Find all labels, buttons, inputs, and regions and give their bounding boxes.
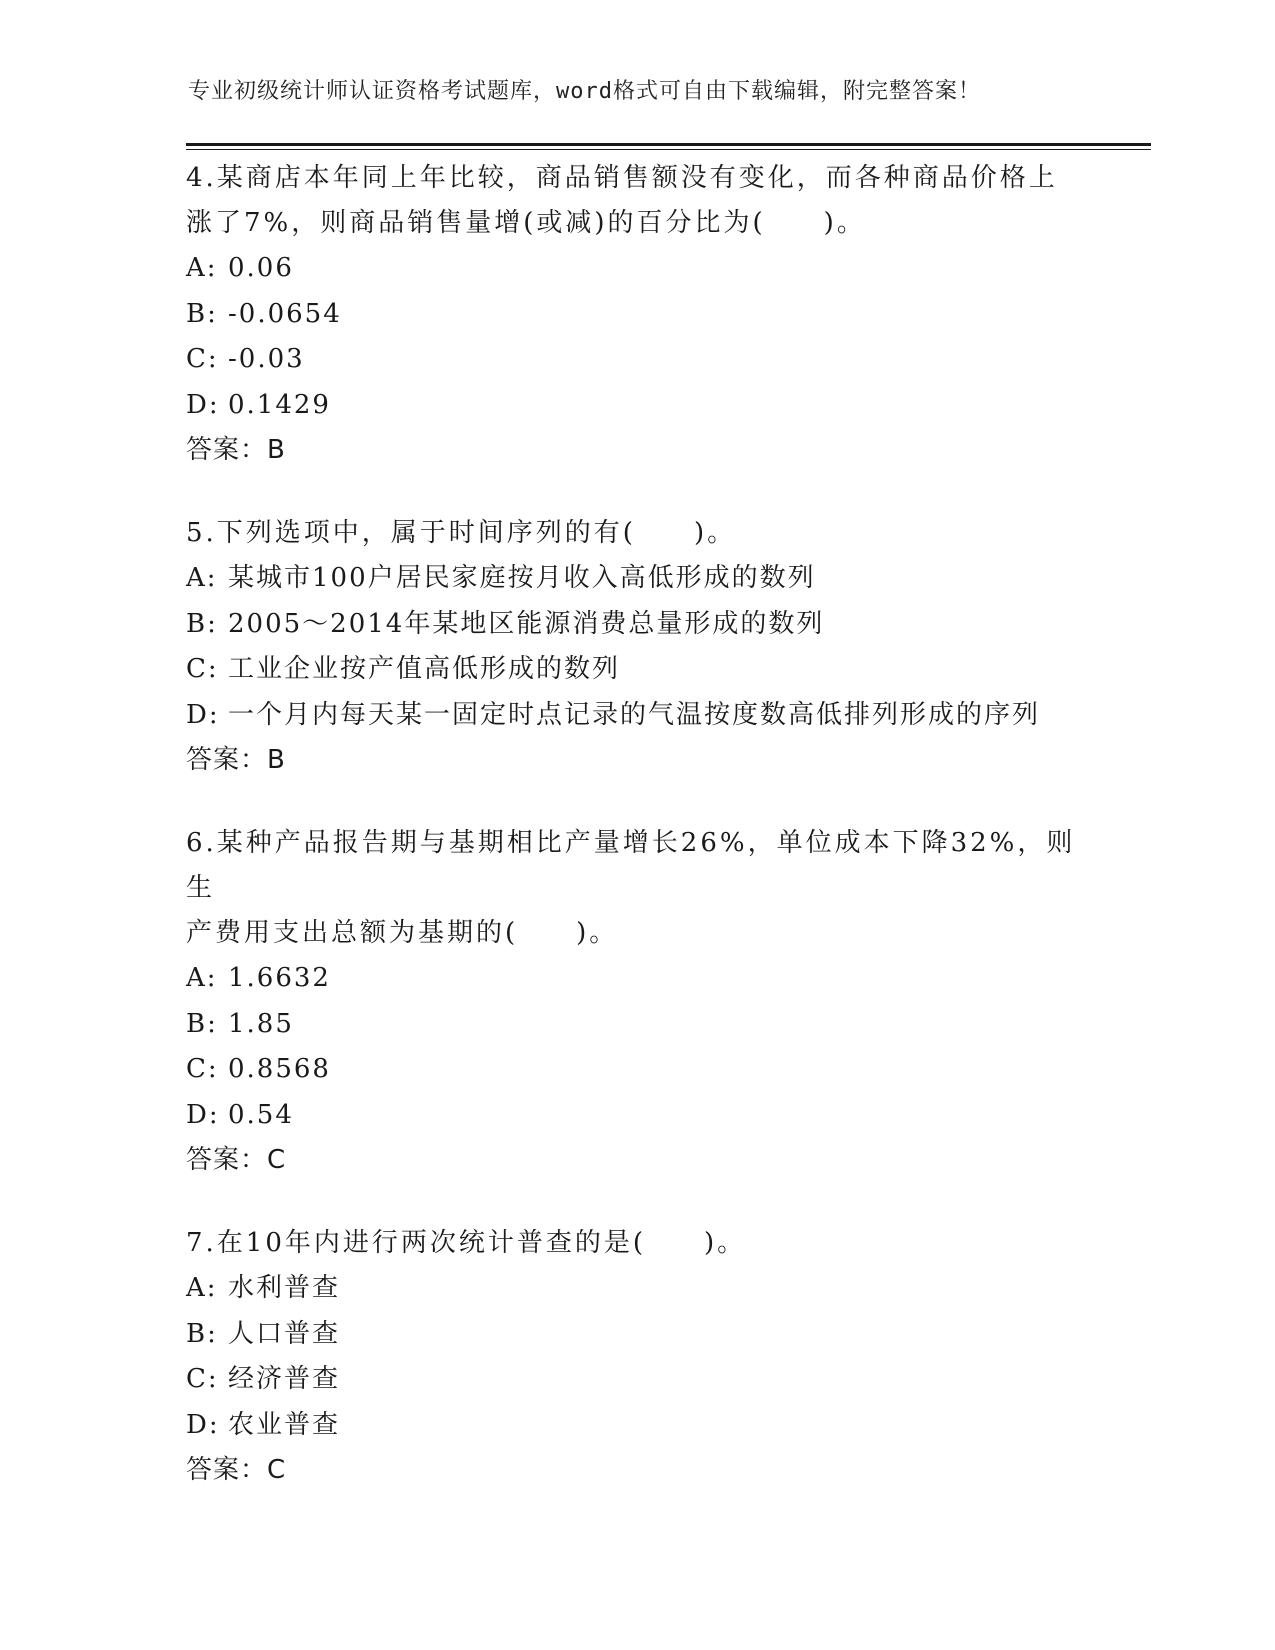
option-d — [186, 693, 1086, 739]
stem-line: 产费用支出总额为基期的( )。 — [186, 918, 619, 948]
answer: 答案：B — [186, 745, 286, 775]
option-b — [186, 292, 1086, 338]
header-divider-thick — [186, 143, 1151, 146]
option-a — [186, 556, 1086, 602]
option-text: 一个月内每天某一固定时点记录的气温按度数高低排列形成的序列 — [228, 699, 1041, 730]
option-c — [186, 1357, 1086, 1403]
page-header: 专业初级统计师认证资格考试题库，word格式可自由下载编辑，附完整答案！ — [188, 79, 981, 104]
option-label: A: — [186, 963, 218, 993]
option-label: B: — [186, 1008, 218, 1039]
question-stem — [186, 156, 1086, 246]
stem-line: 5.下列选项中，属于时间序列的有( )。 — [186, 518, 737, 548]
option-b — [186, 1312, 1086, 1358]
answer: 答案：C — [186, 1455, 287, 1485]
question-6 — [186, 821, 1086, 1183]
option-text: -0.0654 — [228, 298, 342, 329]
question-4 — [186, 156, 1086, 473]
option-c — [186, 337, 1086, 383]
stem-line: 7.在10年内进行两次统计普查的是( )。 — [186, 1228, 747, 1258]
question-stem — [186, 821, 1086, 956]
option-label: A: — [186, 563, 218, 593]
option-text: 0.1429 — [228, 389, 331, 420]
option-label: C: — [186, 1054, 219, 1084]
question-5 — [186, 511, 1086, 783]
option-label: B: — [186, 608, 218, 639]
option-a — [186, 246, 1086, 292]
option-label: A: — [186, 1273, 218, 1303]
option-a — [186, 1266, 1086, 1312]
option-text: 0.06 — [228, 253, 294, 283]
stem-line: 4.某商店本年同上年比较，商品销售额没有变化，而各种商品价格上 — [186, 163, 1058, 193]
option-label: D: — [186, 389, 220, 420]
option-b — [186, 1002, 1086, 1048]
question-7 — [186, 1221, 1086, 1493]
option-text: 工业企业按产值高低形成的数列 — [228, 654, 621, 684]
header-divider-thin — [186, 149, 1151, 150]
option-d — [186, 1403, 1086, 1449]
question-list — [186, 156, 1086, 1531]
option-text: 经济普查 — [228, 1364, 341, 1394]
option-a — [186, 956, 1086, 1002]
option-text: 某城市100户居民家庭按月收入高低形成的数列 — [228, 563, 816, 593]
option-text: 农业普查 — [228, 1409, 341, 1440]
option-text: 1.85 — [228, 1008, 294, 1039]
option-label: C: — [186, 654, 219, 684]
option-label: C: — [186, 1364, 219, 1394]
question-stem — [186, 1221, 1086, 1266]
stem-line: 涨了7%，则商品销售量增(或减)的百分比为( )。 — [186, 208, 866, 238]
option-label: B: — [186, 298, 218, 329]
option-text: 0.8568 — [228, 1054, 331, 1084]
option-label: D: — [186, 1099, 220, 1130]
option-c — [186, 1047, 1086, 1093]
option-b — [186, 602, 1086, 648]
option-text: 1.6632 — [228, 963, 331, 993]
option-d — [186, 383, 1086, 429]
option-text: 人口普查 — [228, 1318, 341, 1349]
answer: 答案：C — [186, 1145, 287, 1175]
stem-line: 6.某种产品报告期与基期相比产量增长26%，单位成本下降32%，则生 — [186, 828, 1076, 903]
option-label: A: — [186, 253, 218, 283]
answer: 答案：B — [186, 435, 286, 465]
option-text: 水利普查 — [228, 1273, 341, 1303]
option-text: 0.54 — [228, 1099, 294, 1130]
option-text: -0.03 — [228, 344, 305, 374]
option-label: B: — [186, 1318, 218, 1349]
option-text: 2005～2014年某地区能源消费总量形成的数列 — [228, 608, 825, 639]
option-c — [186, 647, 1086, 693]
question-stem — [186, 511, 1086, 556]
option-label: D: — [186, 1409, 220, 1440]
option-d — [186, 1093, 1086, 1139]
option-label: D: — [186, 699, 220, 730]
option-label: C: — [186, 344, 219, 374]
